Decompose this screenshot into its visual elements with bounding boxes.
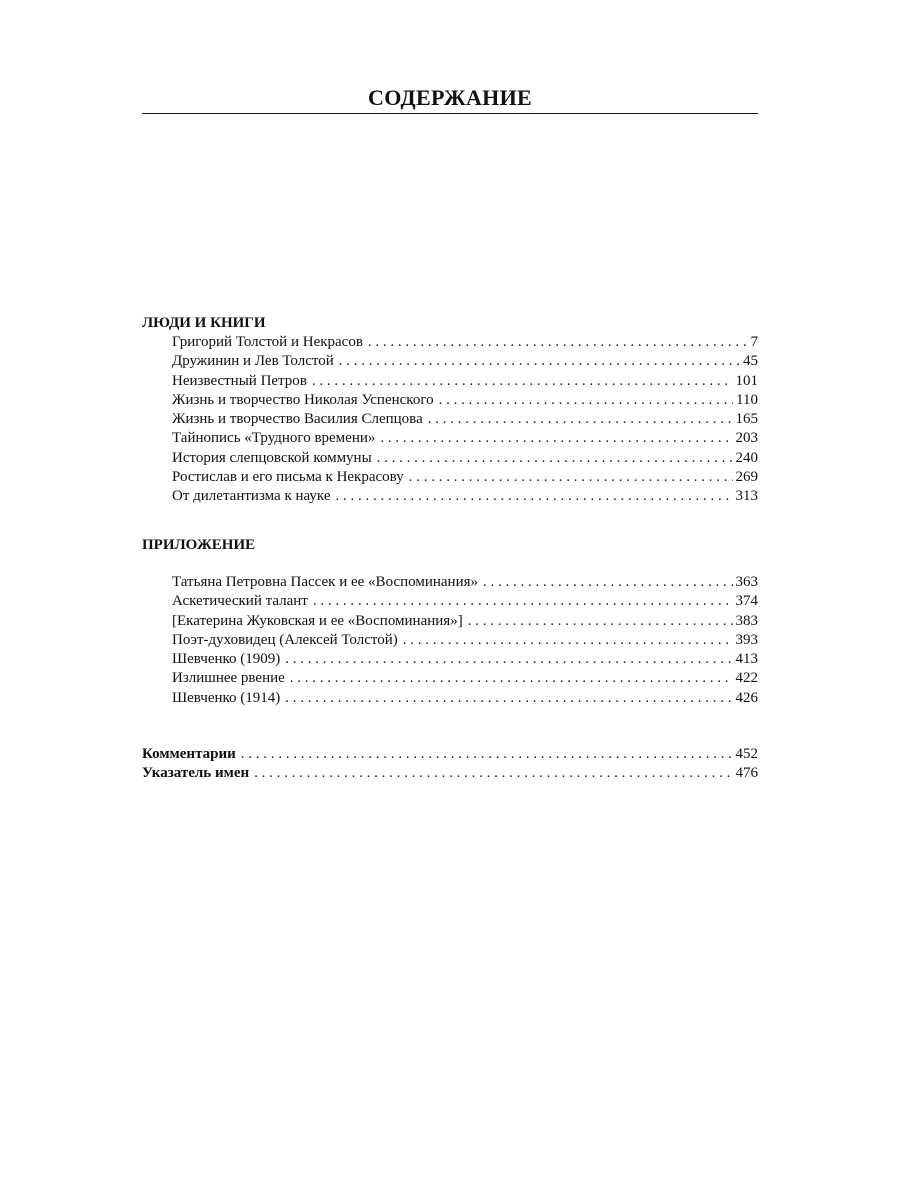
toc-entry-page: 165 bbox=[735, 411, 758, 428]
toc-list bbox=[142, 333, 758, 507]
toc-entry[interactable] bbox=[142, 352, 758, 371]
toc-entry-title: Шевченко (1909) bbox=[172, 651, 281, 668]
toc-entry-name-index[interactable] bbox=[142, 764, 758, 783]
toc-entry[interactable] bbox=[142, 573, 758, 592]
toc-entry-page: 413 bbox=[735, 651, 758, 668]
toc-list bbox=[142, 573, 758, 708]
toc-entry-page: 374 bbox=[735, 593, 758, 610]
dot-leader bbox=[285, 689, 732, 708]
toc-entry-page: 383 bbox=[735, 612, 758, 629]
toc-entry-title: Жизнь и творчество Василия Слепцова bbox=[172, 411, 423, 428]
toc-entry-page: 101 bbox=[735, 372, 758, 389]
section-appendix-entries bbox=[142, 573, 758, 708]
toc-entry-page: 452 bbox=[735, 746, 758, 762]
dot-leader bbox=[439, 391, 733, 410]
toc-list bbox=[142, 745, 758, 784]
toc-entry-page: 269 bbox=[735, 469, 758, 486]
toc-entry-page: 476 bbox=[735, 765, 758, 782]
toc-entry[interactable] bbox=[142, 487, 758, 506]
dot-leader bbox=[290, 669, 733, 688]
page-title: СОДЕРЖАНИЕ bbox=[368, 85, 532, 110]
toc-entry-title: История слепцовской коммуны bbox=[172, 449, 372, 466]
toc-entry[interactable] bbox=[142, 689, 758, 708]
toc-entry-page: 203 bbox=[735, 430, 758, 447]
back-matter bbox=[142, 745, 758, 784]
dot-leader bbox=[428, 410, 733, 429]
toc-entry[interactable] bbox=[142, 333, 758, 352]
toc-entry-page: 422 bbox=[735, 670, 758, 687]
toc-entry-title: Тайнопись «Трудного времени» bbox=[172, 430, 376, 447]
toc-entry-title: Излишнее рвение bbox=[172, 670, 285, 687]
toc-entry-title: Шевченко (1914) bbox=[172, 689, 281, 706]
toc-entry-comments[interactable] bbox=[142, 745, 758, 764]
toc-entry-title: Татьяна Петровна Пассек и ее «Воспоминания» bbox=[172, 574, 478, 590]
toc-entry[interactable] bbox=[142, 612, 758, 631]
toc-entry-title: Григорий Толстой и Некрасов bbox=[172, 334, 363, 350]
dot-leader bbox=[468, 612, 733, 631]
toc-entry-title: Поэт-духовидец (Алексей Толстой) bbox=[172, 631, 398, 648]
dot-leader bbox=[380, 429, 732, 448]
dot-leader bbox=[483, 573, 733, 592]
toc-entry-title: Аскетический талант bbox=[172, 593, 308, 610]
toc-entry[interactable] bbox=[142, 669, 758, 688]
dot-leader bbox=[377, 449, 733, 468]
dot-leader bbox=[409, 468, 733, 487]
toc-entry-title: Жизнь и творчество Николая Успенского bbox=[172, 391, 434, 408]
section-appendix bbox=[142, 536, 758, 555]
dot-leader bbox=[285, 650, 732, 669]
section-people-and-books bbox=[142, 314, 758, 507]
dot-leader bbox=[312, 372, 733, 391]
dot-leader bbox=[403, 631, 733, 650]
toc-entry-title: Ростислав и его письма к Некрасову bbox=[172, 469, 404, 486]
toc-entry[interactable] bbox=[142, 410, 758, 429]
toc-entry-page: 393 bbox=[735, 631, 758, 648]
dot-leader bbox=[254, 764, 732, 783]
toc-entry-title: Комментарии bbox=[142, 746, 236, 762]
toc-entry-page: 110 bbox=[736, 391, 758, 408]
toc-entry-page: 240 bbox=[735, 449, 758, 466]
dot-leader bbox=[313, 592, 733, 611]
toc-entry[interactable] bbox=[142, 468, 758, 487]
toc-entry-title: Дружинин и Лев Толстой bbox=[172, 353, 334, 370]
toc-entry-title: Указатель имен bbox=[142, 765, 250, 782]
toc-entry[interactable] bbox=[142, 429, 758, 448]
toc-entry[interactable] bbox=[142, 372, 758, 391]
toc-entry[interactable] bbox=[142, 650, 758, 669]
toc-entry-title: [Екатерина Жуковская и ее «Воспоминания»] bbox=[172, 612, 463, 629]
toc-entry-page: 7 bbox=[750, 334, 758, 350]
toc-entry[interactable] bbox=[142, 631, 758, 650]
section-heading: ЛЮДИ И КНИГИ bbox=[142, 315, 266, 331]
toc-entry[interactable] bbox=[142, 592, 758, 611]
section-heading: ПРИЛОЖЕНИЕ bbox=[142, 537, 256, 553]
toc-entry-title: Неизвестный Петров bbox=[172, 372, 307, 389]
toc-entry[interactable] bbox=[142, 391, 758, 410]
dot-leader bbox=[368, 333, 748, 352]
dot-leader bbox=[336, 487, 733, 506]
dot-leader bbox=[339, 352, 740, 371]
toc-entry-page: 363 bbox=[735, 574, 758, 590]
toc-entry-page: 426 bbox=[735, 689, 758, 706]
toc-entry-page: 313 bbox=[735, 488, 758, 505]
toc-entry-title: От дилетантизма к науке bbox=[172, 488, 331, 505]
title-rule bbox=[142, 113, 758, 114]
toc-entry-page: 45 bbox=[743, 353, 758, 370]
toc-entry[interactable] bbox=[142, 449, 758, 468]
dot-leader bbox=[241, 745, 733, 764]
